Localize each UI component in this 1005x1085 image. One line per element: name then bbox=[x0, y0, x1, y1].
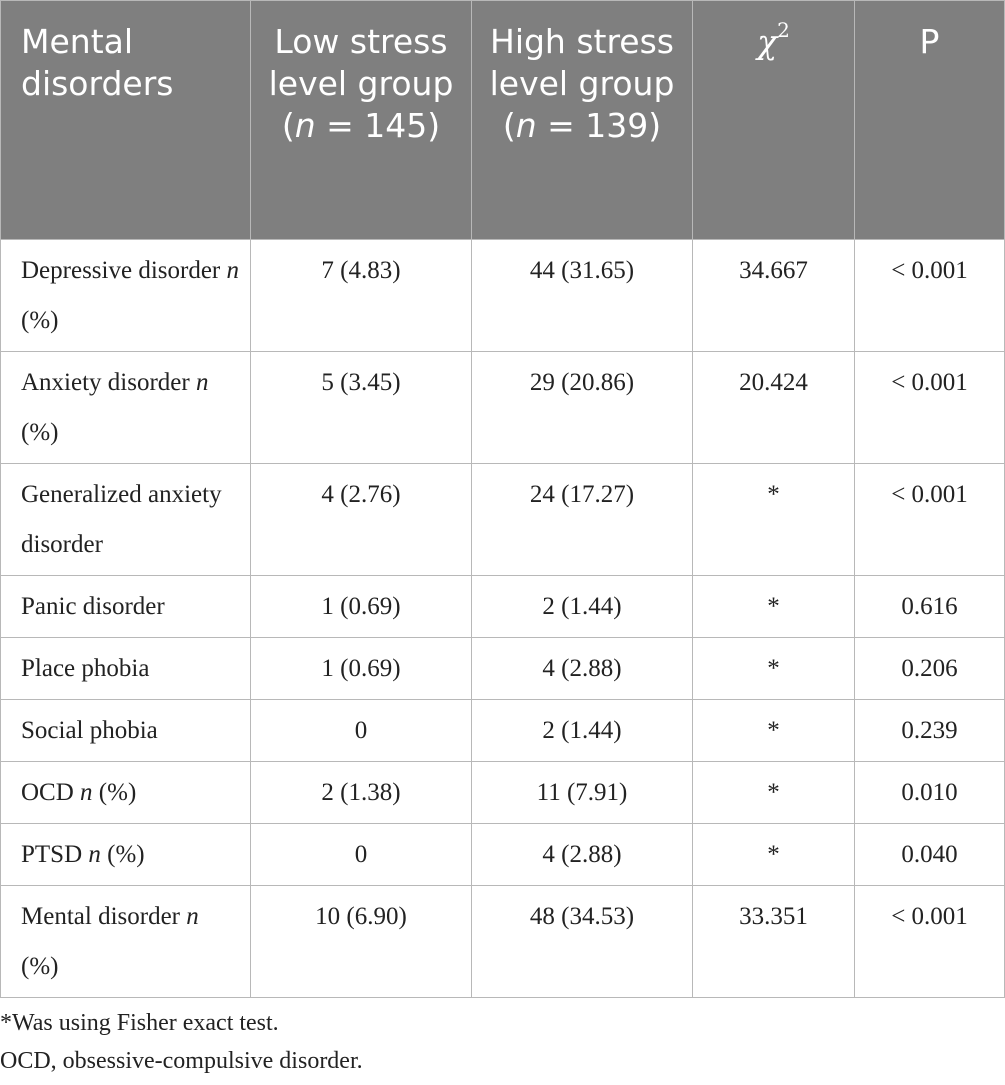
header-high-stress-group: High stress level group (n = 139) bbox=[472, 1, 693, 240]
table-row bbox=[1, 700, 1005, 762]
cell-low: 4 (2.76) bbox=[251, 464, 472, 576]
cell-p: < 0.001 bbox=[855, 886, 1005, 998]
cell-low: 5 (3.45) bbox=[251, 352, 472, 464]
table-row bbox=[1, 762, 1005, 824]
cell-low: 1 (0.69) bbox=[251, 638, 472, 700]
table-body bbox=[1, 240, 1005, 998]
cell-p: < 0.001 bbox=[855, 352, 1005, 464]
cell-chi: * bbox=[693, 638, 855, 700]
cell-chi: * bbox=[693, 824, 855, 886]
footnote-fisher: *Was using Fisher exact test. bbox=[0, 1010, 279, 1036]
row-label: Place phobia bbox=[1, 638, 251, 700]
cell-high: 2 (1.44) bbox=[472, 700, 693, 762]
cell-chi: * bbox=[693, 762, 855, 824]
row-label: PTSD n (%) bbox=[1, 824, 251, 886]
table-row bbox=[1, 886, 1005, 998]
cell-p: 0.239 bbox=[855, 700, 1005, 762]
cell-p: < 0.001 bbox=[855, 240, 1005, 352]
cell-chi: 20.424 bbox=[693, 352, 855, 464]
cell-chi: * bbox=[693, 700, 855, 762]
cell-high: 44 (31.65) bbox=[472, 240, 693, 352]
cell-p: 0.206 bbox=[855, 638, 1005, 700]
cell-p: 0.040 bbox=[855, 824, 1005, 886]
header-chi-square: $\chi^2$ bbox=[693, 1, 855, 240]
cell-high: 24 (17.27) bbox=[472, 464, 693, 576]
table-row bbox=[1, 824, 1005, 886]
cell-low: 7 (4.83) bbox=[251, 240, 472, 352]
table-row bbox=[1, 638, 1005, 700]
header-p-value: P bbox=[855, 1, 1005, 240]
cell-chi: 34.667 bbox=[693, 240, 855, 352]
cell-p: < 0.001 bbox=[855, 464, 1005, 576]
row-label: Depressive disorder n (%) bbox=[1, 240, 251, 352]
row-label: Social phobia bbox=[1, 700, 251, 762]
cell-chi: 33.351 bbox=[693, 886, 855, 998]
cell-high: 4 (2.88) bbox=[472, 824, 693, 886]
row-label: Anxiety disorder n (%) bbox=[1, 352, 251, 464]
cell-low: 2 (1.38) bbox=[251, 762, 472, 824]
row-label: Generalized anxiety disorder bbox=[1, 464, 251, 576]
table-row bbox=[1, 576, 1005, 638]
cell-high: 11 (7.91) bbox=[472, 762, 693, 824]
cell-low: 0 bbox=[251, 824, 472, 886]
table-row bbox=[1, 352, 1005, 464]
row-label: OCD n (%) bbox=[1, 762, 251, 824]
table-row bbox=[1, 464, 1005, 576]
cell-p: 0.616 bbox=[855, 576, 1005, 638]
cell-high: 2 (1.44) bbox=[472, 576, 693, 638]
row-label: Panic disorder bbox=[1, 576, 251, 638]
cell-high: 48 (34.53) bbox=[472, 886, 693, 998]
cell-high: 4 (2.88) bbox=[472, 638, 693, 700]
cell-high: 29 (20.86) bbox=[472, 352, 693, 464]
header-low-stress-group: Low stress level group (n = 145) bbox=[251, 1, 472, 240]
cell-p: 0.010 bbox=[855, 762, 1005, 824]
header-mental-disorders: Mental disorders bbox=[1, 1, 251, 240]
cell-low: 0 bbox=[251, 700, 472, 762]
table-row bbox=[1, 240, 1005, 352]
footnote-ocd: OCD, obsessive-compulsive disorder. bbox=[0, 1048, 363, 1074]
cell-low: 1 (0.69) bbox=[251, 576, 472, 638]
cell-low: 10 (6.90) bbox=[251, 886, 472, 998]
cell-chi: * bbox=[693, 464, 855, 576]
table-header bbox=[1, 1, 1005, 240]
row-label: Mental disorder n (%) bbox=[1, 886, 251, 998]
table-footnotes bbox=[0, 1004, 363, 1080]
cell-chi: * bbox=[693, 576, 855, 638]
